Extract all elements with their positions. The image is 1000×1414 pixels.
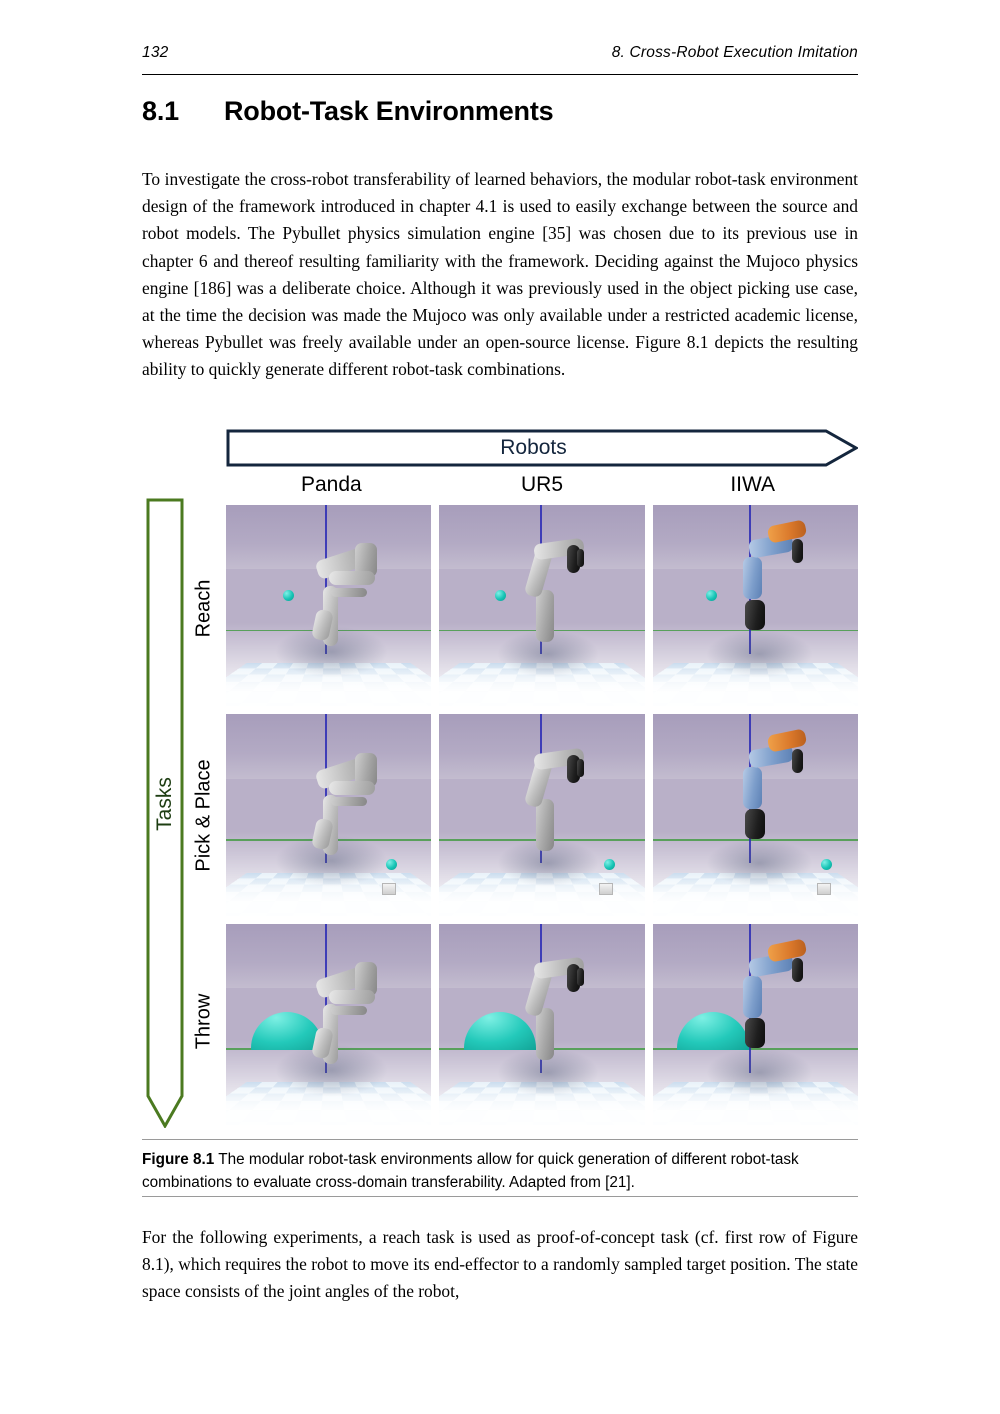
body-paragraph-1: To investigate the cross-robot transferability of learned behaviors, the modular robot-task environment design of the framework introduced in chapter 4.1 is used to easily exchange between the source and robot models. The Pybullet physics simulation engine [35] was chosen due to its previous use in chapter 6 and thereof resulting familiarity with the framework. Deciding against the Mujoco physics engine [186] was a deliberate choice. Although it was previously used in the object picking use case, at the time the decision was made the Mujoco was only available under a restricted academic license, whereas Pybullet was freely available under an open-source license. Figure 8.1 depicts the resulting ability to quickly generate different robot-task combinations. <box>142 169 858 380</box>
header-rule <box>142 74 858 75</box>
row-label-pick-and-place <box>188 712 220 919</box>
figure-caption-text: The modular robot-task environments allow for quick generation of different robot-task combinations to evaluate cross-domain transferability. Adapted from [21]. <box>142 1151 799 1191</box>
caption-rule-bottom <box>142 1196 858 1197</box>
render-iiwa-throw <box>653 924 858 1125</box>
row-label-reach-text: Reach <box>192 579 215 638</box>
figure-render-grid <box>226 505 858 1125</box>
render-ur5-pick-and-place <box>439 714 644 915</box>
render-panda-throw <box>226 924 431 1125</box>
figure-caption <box>142 1148 858 1194</box>
render-panda-pick-and-place <box>226 714 431 915</box>
figure-column-headers <box>226 473 858 501</box>
page-number: 132 <box>142 44 169 61</box>
section-heading <box>142 96 858 127</box>
robots-axis-label: Robots <box>500 436 567 459</box>
running-header <box>142 44 858 62</box>
caption-rule-top <box>142 1139 858 1140</box>
figure-caption-label: Figure 8.1 <box>142 1151 215 1168</box>
tasks-axis-label-text: Tasks <box>153 777 176 831</box>
row-label-reach <box>188 505 220 712</box>
section-title: Robot-Task Environments <box>224 96 554 126</box>
row-label-pick-and-place-text: Pick & Place <box>192 758 215 872</box>
render-ur5-reach <box>439 505 644 706</box>
render-iiwa-pick-and-place <box>653 714 858 915</box>
column-header-panda: Panda <box>300 473 362 496</box>
column-header-iiwa: IIWA <box>730 473 776 496</box>
render-iiwa-reach <box>653 505 858 706</box>
row-label-throw <box>188 918 220 1125</box>
render-ur5-throw <box>439 924 644 1125</box>
row-label-throw-text: Throw <box>192 993 215 1050</box>
column-header-ur5: UR5 <box>521 473 564 496</box>
render-panda-reach <box>226 505 431 706</box>
body-paragraph-2: For the following experiments, a reach task is used as proof-of-concept task (cf. first row of Figure 8.1), which requires the robot to move its end-effector to a randomly sampled target position. The state space consists of the joint angles of the robot, <box>142 1227 858 1302</box>
section-number: 8.1 <box>142 96 179 126</box>
figure-8-1 <box>142 425 858 1135</box>
tasks-axis-label <box>146 498 184 1110</box>
figure-row-labels <box>188 505 220 1125</box>
chapter-title: 8. Cross-Robot Execution Imitation <box>611 44 858 61</box>
